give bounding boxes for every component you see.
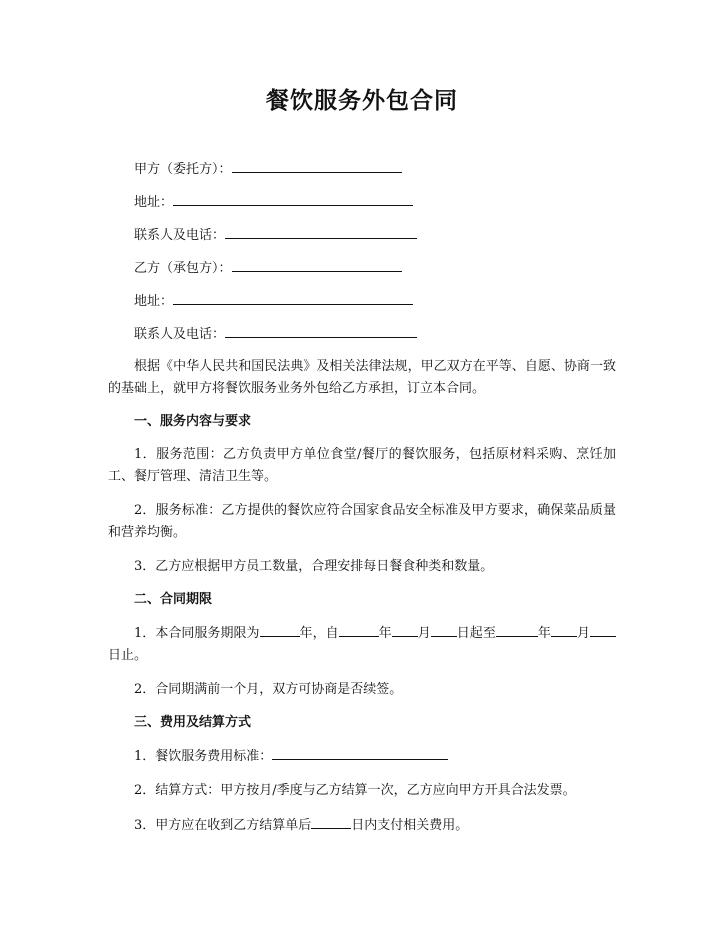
- contact-a-label: 联系人及电话：: [134, 228, 226, 243]
- clause-3-1: [108, 745, 616, 768]
- end-year-blank[interactable]: [496, 622, 538, 637]
- end-day-blank[interactable]: [590, 622, 616, 637]
- party-b-label: 乙方（承包方）：: [134, 261, 232, 276]
- party-a-blank[interactable]: [232, 158, 402, 173]
- clause-1-2: 2．服务标准：乙方提供的餐饮应符合国家食品安全标准及甲方要求，确保菜品质量和营养均衡。: [108, 503, 616, 540]
- clause-3-3-text-b: 日内支付相关费用。: [351, 818, 469, 833]
- end-month-blank[interactable]: [551, 622, 577, 637]
- clause-2-2: 2．合同期满前一个月，双方可协商是否续签。: [134, 682, 403, 697]
- clause-1-3: 3．乙方应根据甲方员工数量，合理安排每日餐食种类和数量。: [134, 559, 494, 574]
- address-b-blank[interactable]: [173, 290, 413, 305]
- parties-block: [108, 158, 616, 341]
- party-a-label: 甲方（委托方）：: [134, 162, 232, 177]
- contact-b-label: 联系人及电话：: [134, 327, 226, 342]
- term-years-blank[interactable]: [260, 622, 300, 637]
- clause-2-1-text-g: 月: [576, 626, 590, 641]
- party-b-line: [134, 257, 616, 275]
- payment-days-blank[interactable]: [311, 814, 351, 829]
- address-a-label: 地址：: [134, 195, 174, 210]
- clause-1-1: 1．服务范围：乙方负责甲方单位食堂/餐厅的餐饮服务，包括原材料采购、烹饪加工、餐厅管理、清洁卫生等。: [108, 447, 616, 484]
- start-day-blank[interactable]: [431, 622, 457, 637]
- start-year-blank[interactable]: [339, 622, 379, 637]
- section-3-heading: 三、费用及结算方式: [134, 715, 252, 730]
- clause-2-1-text-e: 日起至: [456, 626, 496, 641]
- contact-b-blank[interactable]: [225, 323, 417, 338]
- contact-b-line: [134, 323, 616, 341]
- document-title: 餐饮服务外包合同: [266, 88, 458, 114]
- contact-a-blank[interactable]: [225, 224, 417, 239]
- clause-2-1-text-a: 1．本合同服务期限为: [134, 626, 260, 641]
- clause-2-1-text-f: 年: [537, 626, 551, 641]
- clause-2-1-text-h: 日止。: [108, 648, 148, 663]
- section-2-heading: 二、合同期限: [134, 592, 213, 607]
- address-b-label: 地址：: [134, 294, 174, 309]
- clause-3-1-text: 1．餐饮服务费用标准：: [134, 749, 273, 764]
- start-month-blank[interactable]: [392, 622, 418, 637]
- clause-2-1-text-c: 年: [378, 626, 392, 641]
- clause-2-1-text-b: 年，自: [299, 626, 339, 641]
- address-b-line: [134, 290, 616, 308]
- clause-2-1: [108, 622, 616, 667]
- clause-3-3-text-a: 3．甲方应在收到乙方结算单后: [134, 818, 312, 833]
- party-a-line: [134, 158, 616, 176]
- intro-paragraph: 根据《中华人民共和国民法典》及相关法律法规，甲乙双方在平等、自愿、协商一致的基础上，就甲方将餐饮服务业务外包给乙方承担，订立本合同。: [108, 359, 616, 396]
- clause-2-1-text-d: 月: [417, 626, 431, 641]
- address-a-blank[interactable]: [173, 191, 413, 206]
- fee-standard-blank[interactable]: [272, 745, 448, 760]
- contact-a-line: [134, 224, 616, 242]
- clause-3-2: 2．结算方式：甲方按月/季度与乙方结算一次，乙方应向甲方开具合法发票。: [134, 783, 576, 798]
- section-1-heading: 一、服务内容与要求: [134, 414, 252, 429]
- party-b-blank[interactable]: [232, 257, 402, 272]
- address-a-line: [134, 191, 616, 209]
- clause-3-3: [108, 814, 616, 837]
